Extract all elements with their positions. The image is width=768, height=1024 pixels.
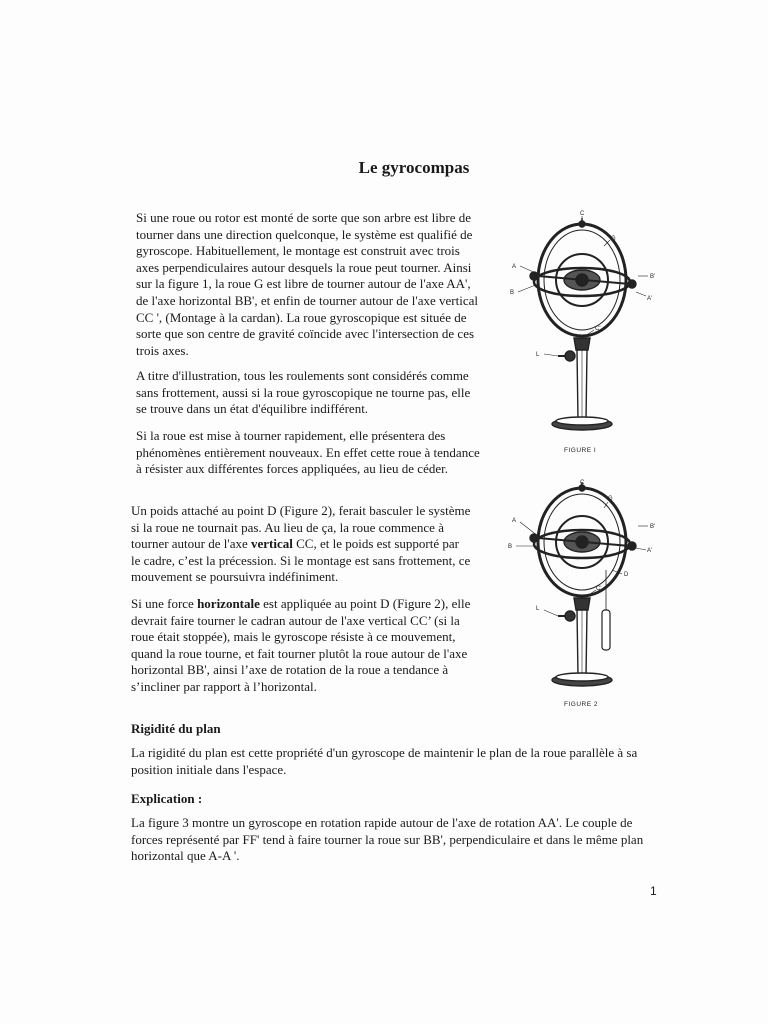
figure-1-gyroscope (500, 210, 670, 460)
text-line: trois axes. (136, 342, 189, 358)
bold-term: vertical (251, 536, 293, 552)
text-line: si la roue ne tournait pas. Au lieu de ça, la roue commence à (131, 519, 444, 535)
gyroscope-illustration (500, 210, 670, 460)
text-line: s’incliner par rapport à l’horizontal. (131, 678, 317, 694)
label-l: L (536, 606, 540, 612)
label-c: C (580, 211, 585, 217)
text-line: horizontal BB', ainsi l’axe de rotation de la roue a tendance à (131, 662, 449, 678)
paragraph-rotation (136, 428, 480, 478)
text-line: axes perpendiculaires autour desquels la roue peut tourner. Ainsi (136, 259, 472, 275)
label-d: D (624, 572, 629, 578)
text-span: CC, et le poids est supporté par (292, 536, 459, 552)
paragraph-intro (136, 210, 478, 359)
text-line: roue était stoppée), mais le gyroscope résiste à ce mouvement, (131, 629, 456, 645)
text-line: La rigidité du plan est cette propriété d'un gyroscope de maintenir le plan de la roue parallèle à sa (131, 745, 638, 760)
text-line: phénomènes entièrement nouveaux. En effet cette roue à tendance (136, 444, 480, 460)
text-line: sorte que son centre de gravité coïncide avec l'intersection de ces (136, 326, 475, 342)
label-b-prime: B' (650, 274, 656, 280)
paragraph-weight (131, 503, 470, 586)
figure-2-gyroscope (500, 478, 670, 718)
text-line: tourner dans une direction quelconque, le système est qualifié de (136, 226, 473, 242)
text-line: gyroscope. Habituellement, le montage est construit avec trois (136, 243, 460, 259)
label-g: G (608, 496, 613, 502)
label-a: A (512, 264, 517, 270)
figure-caption: FIGURE 2 (564, 701, 598, 708)
section-heading-explication: Explication : (131, 791, 203, 806)
text-span: tourner autour de l'axe (131, 536, 252, 552)
paragraph-explication (131, 815, 643, 865)
page-number: 1 (650, 884, 657, 898)
figure-caption: FIGURE I (564, 447, 597, 454)
label-a: A (512, 518, 517, 524)
paragraph-rigidity (131, 745, 637, 778)
label-g: G (611, 236, 616, 242)
text-line: sur la figure 1, la roue G est libre de tourner autour de l'axe AA', (136, 276, 471, 292)
text-line (131, 536, 470, 553)
section-heading-rigidity: Rigidité du plan (131, 721, 221, 736)
label-c-prime: C' (596, 586, 602, 592)
text-line: Si une roue ou rotor est monté de sorte que son arbre est libre de (136, 210, 472, 225)
text-line: A titre d'illustration, tous les roulements sont considérés comme (136, 368, 469, 383)
text-line: de l'axe horizontal BB', et enfin de tourner autour de l'axe vertical (136, 292, 479, 308)
text-line: à résister aux différentes forces appliquées, au lieu de céder. (136, 461, 448, 477)
page-title: Le gyrocompas (358, 158, 470, 177)
label-c: C (580, 480, 585, 486)
label-b: B (510, 290, 515, 296)
label-a-prime: A' (647, 548, 653, 554)
text-line: quand la roue tourne, et fait tourner plutôt la roue autour de l'axe (131, 645, 468, 661)
label-l: L (536, 352, 540, 358)
text-span: Si une force (131, 596, 198, 611)
text-line: le cadre, c’est la précession. Si le montage est sans frottement, ce (131, 552, 471, 568)
label-b: B (508, 544, 513, 550)
text-line: horizontal que A-A '. (131, 848, 240, 864)
text-line: mouvement se poursuivra indéfiniment. (131, 569, 339, 585)
text-line: Si la roue est mise à tourner rapidement, elle présentera des (136, 428, 446, 443)
label-a-prime: A' (647, 296, 653, 302)
text-line (131, 596, 470, 613)
text-line: forces représenté par FF' tend à faire tourner la roue sur BB', perpendiculaire et dans le même plan (131, 831, 644, 847)
bold-term: horizontale (197, 596, 260, 611)
label-c-prime: C' (595, 326, 601, 332)
text-span: est appliquée au point D (Figure 2), elle (259, 596, 471, 611)
text-line: devrait faire tourner le cadran autour de l'axe vertical CC’ (si la (131, 612, 460, 628)
gyroscope-illustration (500, 478, 670, 718)
text-line: CC ', (Montage à la cardan). La roue gyroscopique est située de (136, 309, 467, 325)
text-line: se trouve dans un état d'équilibre indifférent. (136, 401, 369, 417)
paragraph-illustration (136, 368, 470, 418)
text-line: sans frottement, aussi si la roue gyroscopique ne tourne pas, elle (136, 384, 471, 400)
label-b-prime: B' (650, 524, 656, 530)
text-line: La figure 3 montre un gyroscope en rotation rapide autour de l'axe de rotation AA'. Le couple de (131, 815, 633, 830)
text-line: Un poids attaché au point D (Figure 2), ferait basculer le système (131, 503, 471, 518)
text-line: position initiale dans l'espace. (131, 761, 287, 777)
paragraph-horizontal-force (131, 596, 470, 696)
